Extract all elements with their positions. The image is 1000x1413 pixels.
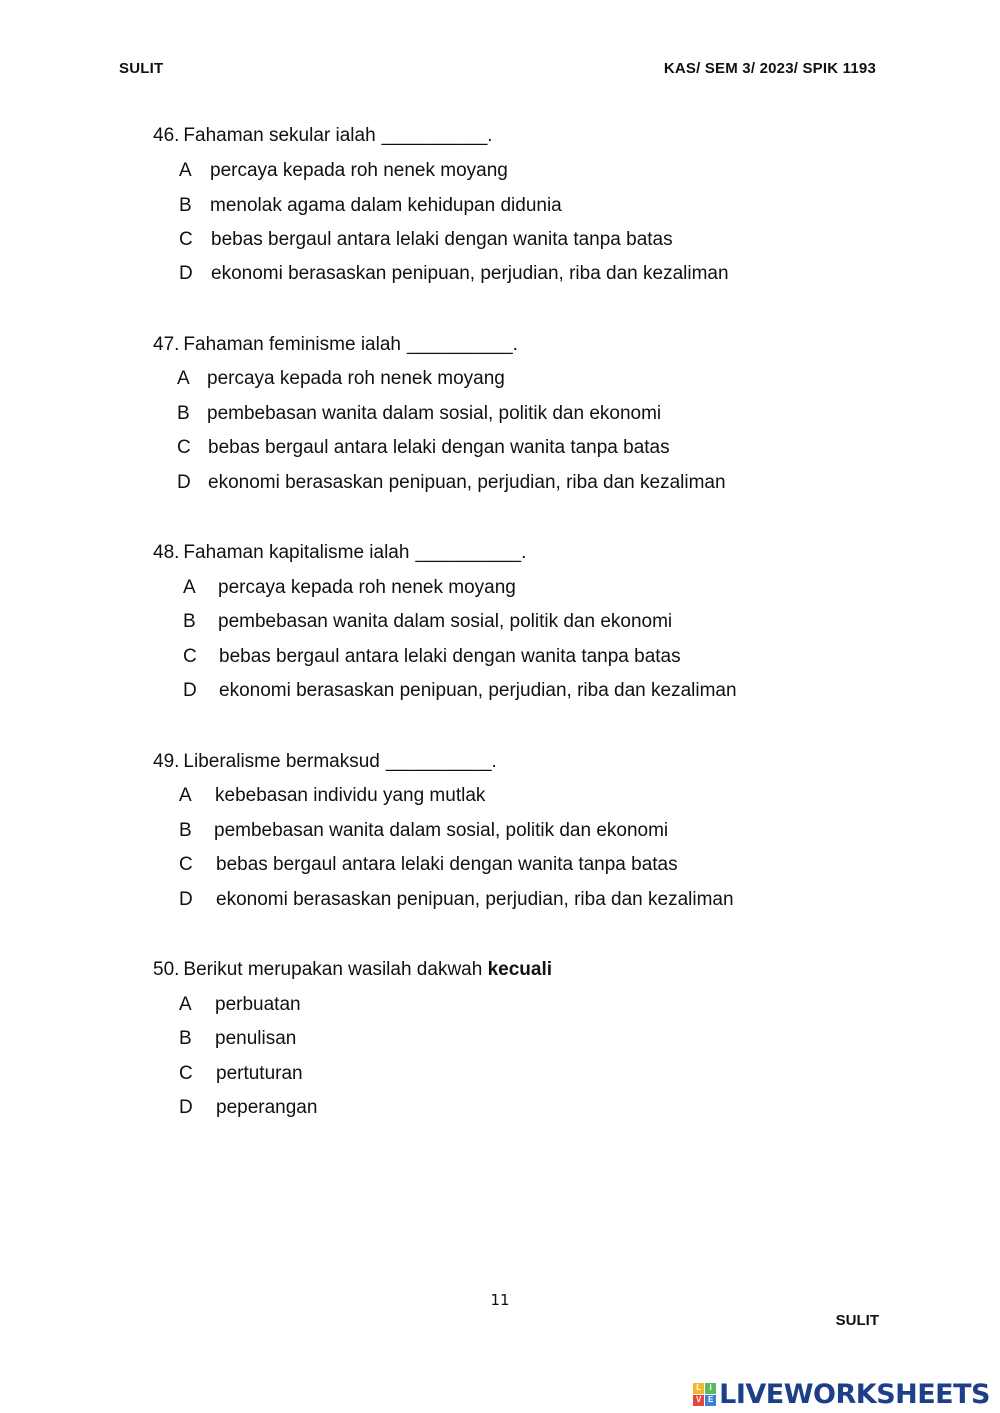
option-text: kebebasan individu yang mutlak xyxy=(215,785,486,806)
option-text: ekonomi berasaskan penipuan, perjudian, riba dan kezaliman xyxy=(219,680,737,701)
question-text: Liberalisme bermaksud xyxy=(183,751,380,772)
question-stem xyxy=(153,542,526,564)
option-text: perbuatan xyxy=(215,994,301,1015)
liveworksheets-wordmark: LIVEWORKSHEETS xyxy=(719,1378,990,1410)
option-letter: B xyxy=(183,611,196,632)
option-letter: D xyxy=(179,1097,193,1118)
option-text: bebas bergaul antara lelaki dengan wanita tanpa batas xyxy=(219,646,681,667)
liveworksheets-logo[interactable] xyxy=(693,1378,990,1410)
page-number: 11 xyxy=(490,1291,510,1309)
option-text: penulisan xyxy=(215,1028,297,1049)
option-letter: D xyxy=(183,680,197,701)
answer-blank: __________. xyxy=(415,542,527,563)
option-letter: B xyxy=(179,195,192,216)
option-letter: A xyxy=(177,368,190,389)
option-text: ekonomi berasaskan penipuan, perjudian, riba dan kezaliman xyxy=(211,263,729,284)
option-text: percaya kepada roh nenek moyang xyxy=(210,160,508,181)
question-stem xyxy=(153,125,493,147)
mark-letter: L xyxy=(693,1383,704,1394)
option-text: percaya kepada roh nenek moyang xyxy=(207,368,505,389)
option-letter: B xyxy=(179,820,192,841)
option-text: percaya kepada roh nenek moyang xyxy=(218,577,516,598)
option-letter: A xyxy=(183,577,196,598)
option-letter: A xyxy=(179,785,192,806)
option-letter: A xyxy=(179,994,192,1015)
option-letter: C xyxy=(177,437,191,458)
option-text: pertuturan xyxy=(216,1063,303,1084)
option-letter: D xyxy=(179,889,193,910)
option-text: pembebasan wanita dalam sosial, politik dan ekonomi xyxy=(218,611,673,632)
question-stem xyxy=(153,751,497,773)
emphasis-word: kecuali xyxy=(487,959,553,980)
question-text: Fahaman kapitalisme ialah xyxy=(183,542,410,563)
question-stem xyxy=(153,334,518,356)
question-number: 49. xyxy=(153,751,180,772)
header-left: SULIT xyxy=(119,60,164,77)
question-text: Fahaman sekular ialah xyxy=(183,125,376,146)
option-letter: B xyxy=(179,1028,192,1049)
option-letter: C xyxy=(179,1063,193,1084)
header-right: KAS/ SEM 3/ 2023/ SPIK 1193 xyxy=(663,60,876,77)
option-text: bebas bergaul antara lelaki dengan wanita tanpa batas xyxy=(211,229,673,250)
question-number: 47. xyxy=(153,334,180,355)
liveworksheets-mark-icon xyxy=(693,1383,716,1406)
question-text: Fahaman feminisme ialah xyxy=(183,334,401,355)
question-number: 46. xyxy=(153,125,180,146)
footer-classification: SULIT xyxy=(835,1312,879,1329)
mark-letter: I xyxy=(705,1383,716,1394)
mark-letter: V xyxy=(693,1395,704,1406)
mark-letter: E xyxy=(705,1395,716,1406)
answer-blank: __________. xyxy=(406,334,518,355)
option-letter: A xyxy=(179,160,192,181)
option-text: pembebasan wanita dalam sosial, politik dan ekonomi xyxy=(207,403,662,424)
option-letter: D xyxy=(177,472,191,493)
question-number: 50. xyxy=(153,959,180,980)
option-text: bebas bergaul antara lelaki dengan wanita tanpa batas xyxy=(216,854,678,875)
option-letter: C xyxy=(179,229,193,250)
option-text: pembebasan wanita dalam sosial, politik dan ekonomi xyxy=(214,820,669,841)
option-letter: D xyxy=(179,263,193,284)
option-letter: C xyxy=(179,854,193,875)
option-text: ekonomi berasaskan penipuan, perjudian, riba dan kezaliman xyxy=(208,472,726,493)
answer-blank: __________. xyxy=(385,751,497,772)
answer-blank: __________. xyxy=(381,125,493,146)
option-letter: C xyxy=(183,646,197,667)
option-letter: B xyxy=(177,403,190,424)
option-text: peperangan xyxy=(216,1097,318,1118)
option-text: menolak agama dalam kehidupan didunia xyxy=(210,195,562,216)
question-text: Berikut merupakan wasilah dakwah xyxy=(183,959,483,980)
question-stem xyxy=(153,959,552,981)
question-number: 48. xyxy=(153,542,180,563)
option-text: ekonomi berasaskan penipuan, perjudian, riba dan kezaliman xyxy=(216,889,734,910)
option-text: bebas bergaul antara lelaki dengan wanita tanpa batas xyxy=(208,437,670,458)
